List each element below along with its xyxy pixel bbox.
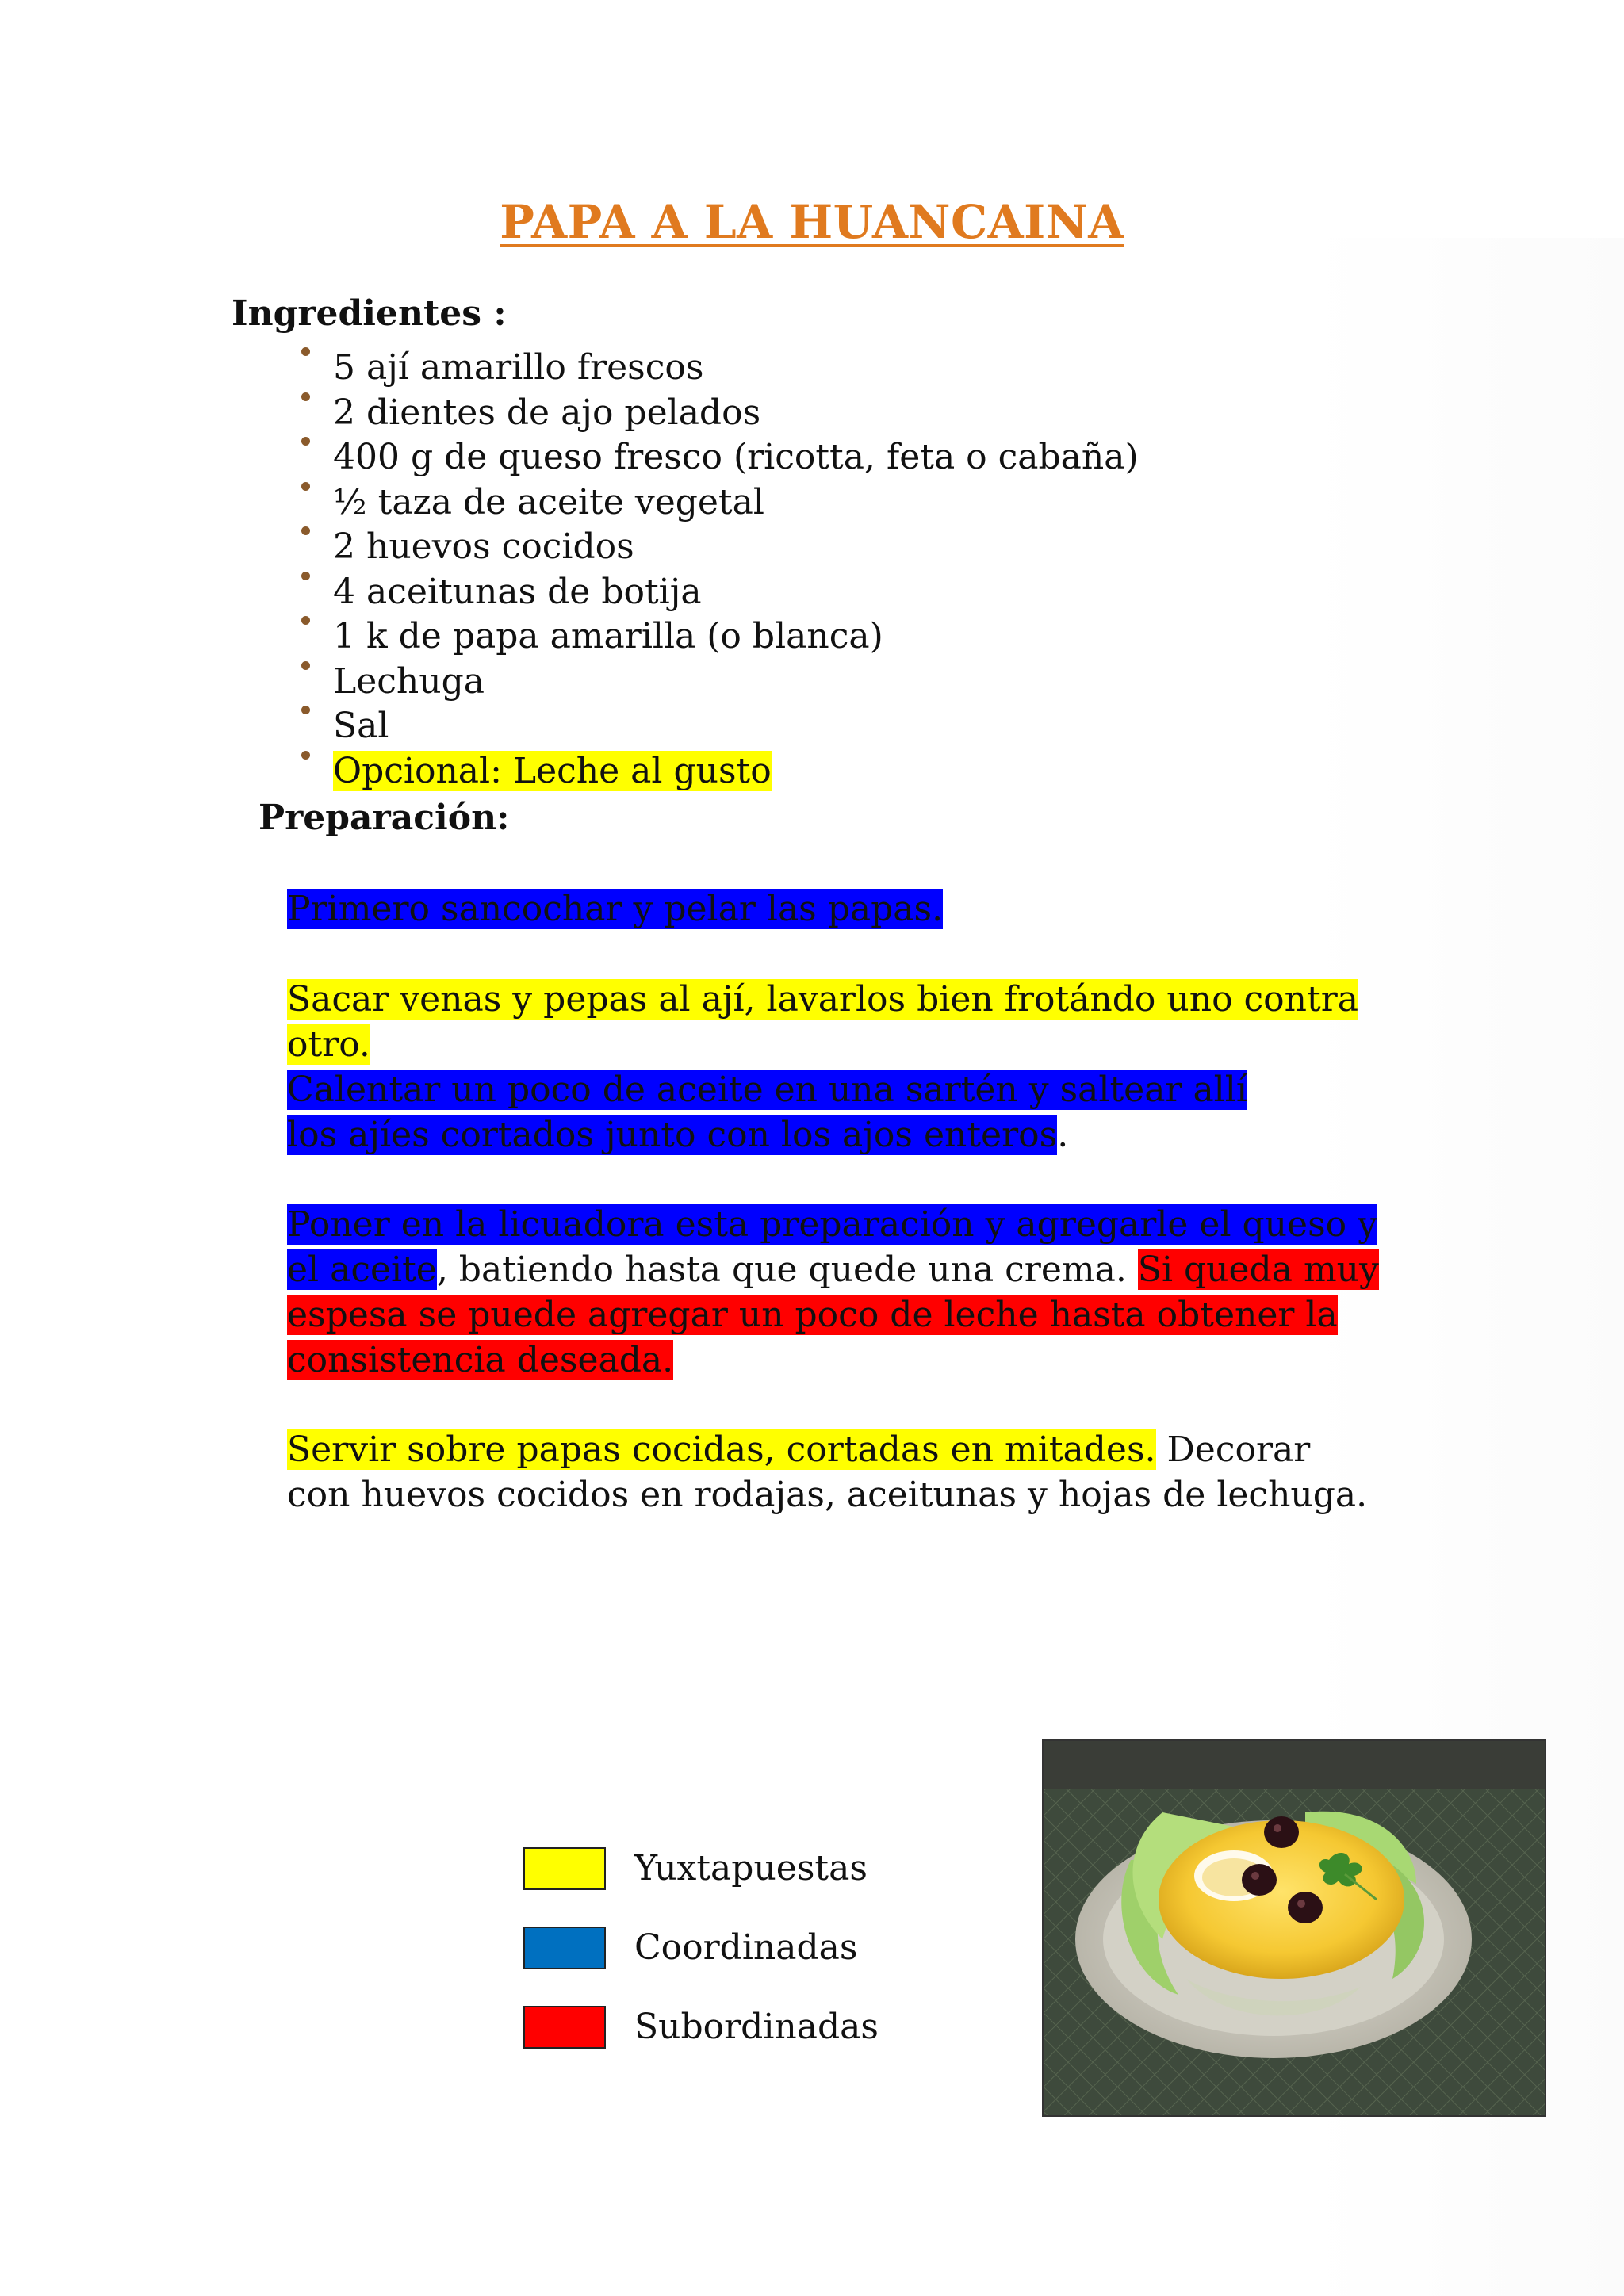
ingredient-item: Lechuga (333, 660, 1139, 705)
legend-label: Yuxtapuestas (634, 1848, 868, 1888)
legend-label: Subordinadas (634, 2007, 879, 2047)
ingredient-item: 4 aceitunas de botija (333, 570, 1139, 615)
preparation-step-3: Calentar un poco de aceite en una sartén y saltear allí los ajíes cortados junto con los ajos enteros. (287, 1070, 1247, 1155)
ingredient-item: 1 k de papa amarilla (o blanca) (333, 614, 1139, 660)
coordinate-clause: Calentar un poco de aceite en una sartén y saltear allí los ajíes cortados junto con los ajos enteros (287, 1070, 1247, 1155)
ingredient-item-optional: Opcional: Leche al gusto (333, 749, 1139, 794)
ingredient-item: 5 ají amarillo frescos (333, 346, 1139, 391)
coordinate-clause: Primero sancochar y pelar las papas. (287, 889, 944, 929)
legend-swatch-red (523, 2006, 606, 2049)
legend-swatch-yellow (523, 1847, 606, 1890)
ingredient-item: 400 g de queso fresco (ricotta, feta o cabaña) (333, 435, 1139, 480)
legend-label: Coordinadas (634, 1927, 858, 1968)
dish-photo (1042, 1739, 1546, 2117)
preparation-step-5: Servir sobre papas cocidas, cortadas en mitades. Decorar con huevos cocidos en rodajas, aceitunas y hojas de lechuga. (287, 1429, 1368, 1515)
preparation-step-4: Poner en la licuadora esta preparación y agregarle el queso y el aceite, batiendo hasta que quede una crema. Si queda muy espesa se puede agregar un poco de leche hasta obtener la consistencia deseada. (287, 1204, 1379, 1380)
preparation-heading: Preparación: (259, 798, 510, 838)
ingredient-item: Sal (333, 704, 1139, 749)
juxtaposed-clause: Sacar venas y pepas al ají, lavarlos bien frotándo uno contra otro. (287, 979, 1358, 1065)
page-title: PAPA A LA HUANCAINA (500, 195, 1124, 249)
coordinate-clause: Poner en la licuadora esta preparación y agregarle el queso y el aceite (287, 1204, 1377, 1290)
ingredient-item: ½ taza de aceite vegetal (333, 480, 1139, 526)
juxtaposed-clause: Servir sobre papas cocidas, cortadas en mitades. (287, 1429, 1156, 1470)
subordinate-clause: Si queda muy espesa se puede agregar un poco de leche hasta obtener la consistencia deseada. (287, 1249, 1379, 1380)
preparation-step-1 (287, 886, 1381, 932)
ingredients-heading: Ingredientes : (232, 293, 507, 334)
legend-swatch-blue (523, 1927, 606, 1969)
ingredient-item: 2 huevos cocidos (333, 525, 1139, 570)
ingredient-item: 2 dientes de ajo pelados (333, 391, 1139, 436)
preparation-step-2 (287, 977, 1381, 1067)
ingredients-list (333, 346, 1139, 794)
